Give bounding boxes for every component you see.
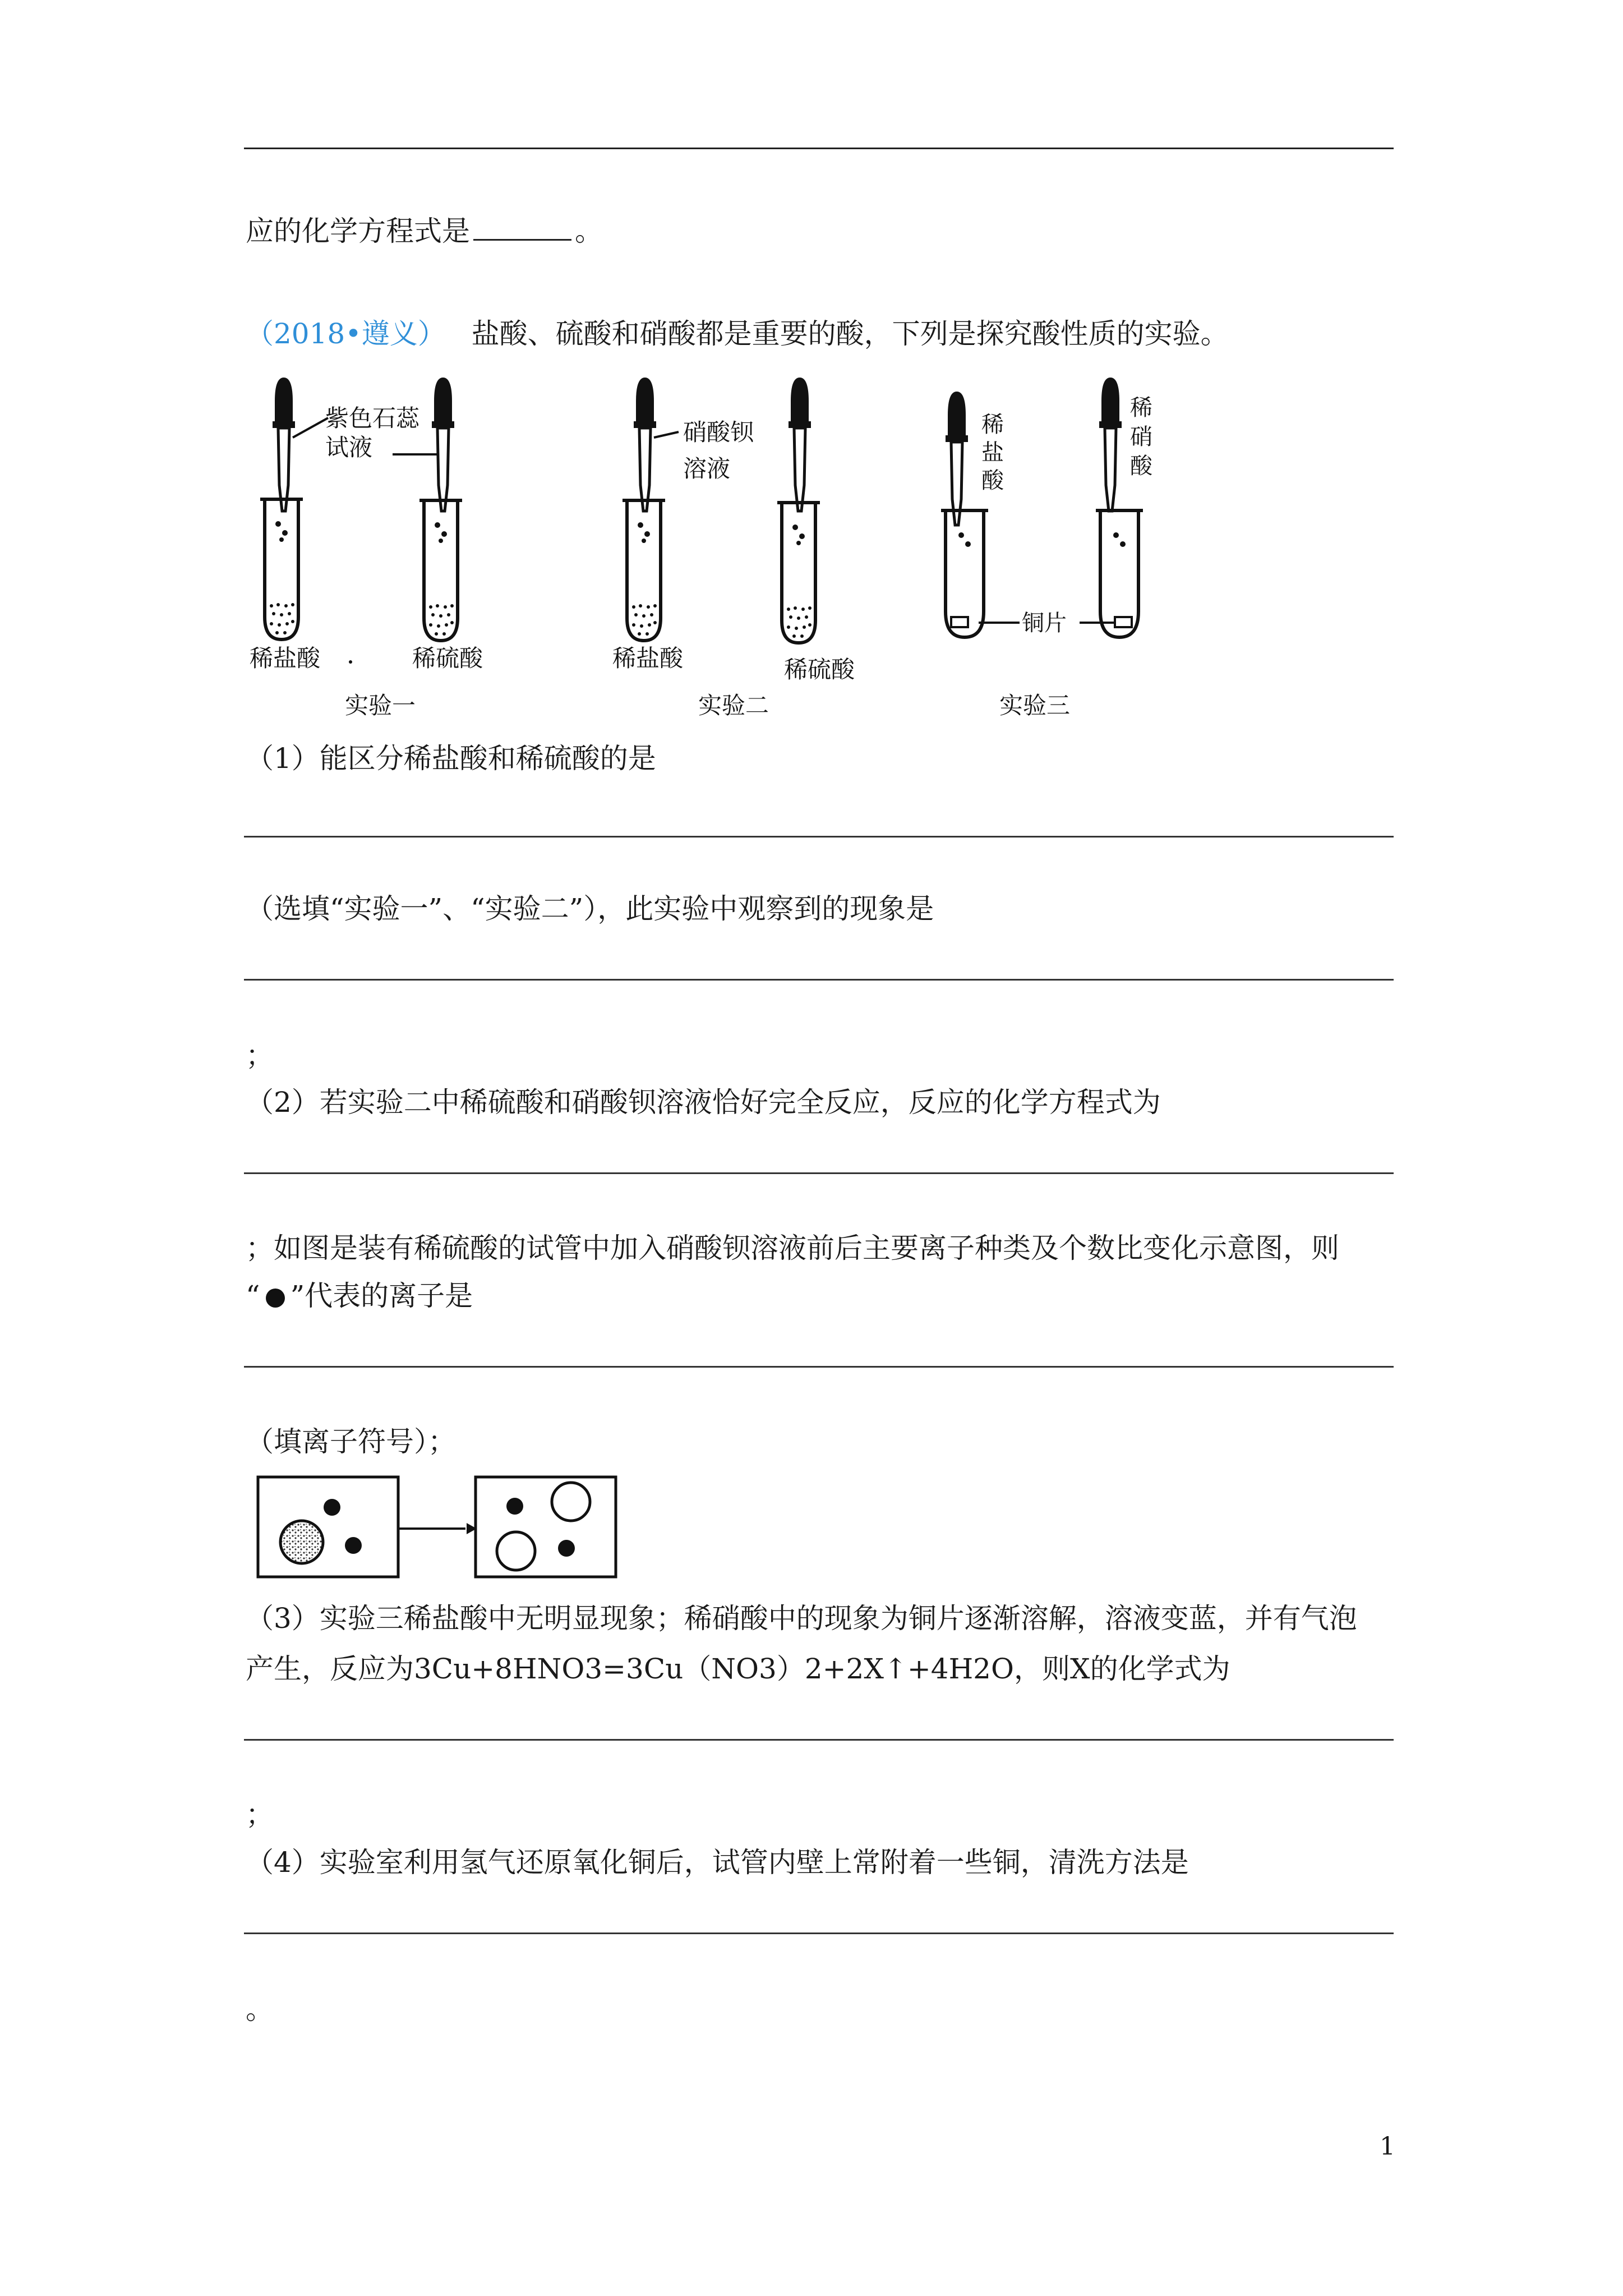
black-dot-icon: [266, 1289, 285, 1308]
question-header: [246, 317, 1229, 351]
exp1-dropper-label-1: 紫色石蕊: [325, 404, 420, 432]
carryover-text: 应的化学方程式是: [246, 215, 470, 247]
part2-text: （2）若实验二中稀硫酸和硝酸钡溶液恰好完全反应，反应的化学方程式为: [246, 1086, 1161, 1119]
exp1-left-dropper: [273, 378, 295, 511]
exp3-right-dropper-label-3: 酸: [1130, 453, 1152, 479]
question-source: （2018•遵义）: [246, 318, 446, 350]
open-ion-icon: [497, 1532, 535, 1570]
part3-text: （3）实验三稀盐酸中无明显现象；稀硝酸中的现象为铜片逐渐溶解，溶液变蓝，并有气泡: [246, 1602, 1357, 1635]
answer-line-6: [244, 1932, 1394, 1934]
page-number: 1: [1380, 2132, 1395, 2161]
experiment-figure: [0, 370, 1623, 740]
answer-blank: [473, 214, 571, 241]
ion-diagram: [247, 1467, 651, 1585]
exp2-right-tube: [777, 503, 820, 643]
semicolon-2: ；: [246, 1798, 274, 1831]
exp2-tube-left-label: 稀盐酸: [612, 645, 684, 672]
part2c-text: ”代表的离子是: [290, 1280, 473, 1312]
exp3-right-dropper-label-2: 硝: [1130, 424, 1152, 450]
exp1-dropper-label-2: 试液: [325, 434, 373, 461]
exp3-right-dropper-label-1: 稀: [1130, 395, 1152, 421]
exp3-left-dropper-label-2: 盐: [981, 440, 1004, 466]
exp3-title: 实验三: [999, 692, 1071, 719]
exp3-left-dropper-label-3: 酸: [981, 468, 1004, 494]
exp2-dropper-label-2: 溶液: [683, 455, 731, 482]
semicolon-1: ；: [246, 1039, 274, 1072]
sulfate-ion-icon: [280, 1521, 323, 1563]
exp2-right-dropper: [789, 378, 811, 511]
end-period: 。: [246, 1993, 274, 2026]
answer-line-1: [244, 836, 1394, 838]
answer-line-2: [244, 979, 1394, 981]
exp3-right-tube: [1096, 510, 1143, 637]
black-ion-icon: [558, 1540, 575, 1557]
exp3-middle-label: 铜片: [1022, 610, 1067, 636]
answer-line-5: [244, 1739, 1394, 1741]
part1b-text: （选填“实验一”、“实验二”），此实验中观察到的现象是: [246, 892, 934, 925]
exp3-left-tube: [941, 510, 988, 637]
part2c-open-quote: “: [246, 1280, 260, 1312]
exp1-right-tube: [419, 500, 462, 641]
exp2-dropper-label-1: 硝酸钡: [683, 418, 754, 446]
exp3-left-dropper: [946, 392, 968, 525]
exp2-tube-right-label: 稀硫酸: [784, 656, 855, 683]
question-intro: 盐酸、硫酸和硝酸都是重要的酸，下列是探究酸性质的实验。: [471, 318, 1229, 350]
exp1-left-tube: [260, 499, 303, 639]
exp1-right-dropper: [432, 378, 454, 511]
exp2-left-dropper: [634, 378, 656, 511]
part4-text: （4）实验室利用氢气还原氧化铜后，试管内壁上常附着一些铜，清洗方法是: [246, 1846, 1189, 1879]
carryover-end: 。: [575, 215, 603, 247]
exp2-left-tube: [623, 500, 665, 641]
exp1-tube-right-label: 稀硫酸: [412, 645, 483, 672]
black-ion-icon: [506, 1498, 523, 1515]
open-ion-icon: [552, 1483, 590, 1521]
exp1-title: 实验一: [345, 692, 416, 719]
exp3-left-dropper-label-1: 稀: [981, 412, 1004, 438]
answer-line-4: [244, 1366, 1394, 1368]
black-ion-icon: [324, 1499, 340, 1516]
header-rule: [244, 148, 1394, 149]
black-ion-icon: [345, 1537, 362, 1554]
answer-line-3: [244, 1172, 1394, 1174]
exp3-right-dropper: [1099, 378, 1122, 511]
part2b-text: ；如图是装有稀硫酸的试管中加入硝酸钡溶液前后主要离子种类及个数比变化示意图，则: [246, 1232, 1339, 1264]
exp2-title: 实验二: [698, 692, 769, 719]
ion-box-after: [476, 1477, 616, 1577]
carryover-line: [246, 214, 603, 248]
part2c-line: [246, 1279, 473, 1313]
part1-text: （1）能区分稀盐酸和稀硫酸的是: [246, 742, 656, 775]
part3b-text: 产生，反应为3Cu+8HNO3=3Cu（NO3）2+2X↑+4H2O，则X的化学式为: [246, 1653, 1230, 1685]
exp1-tube-left-label: 稀盐酸: [250, 645, 321, 672]
part2d-text: （填离子符号）；: [246, 1425, 456, 1458]
ion-box-before: [258, 1477, 398, 1577]
